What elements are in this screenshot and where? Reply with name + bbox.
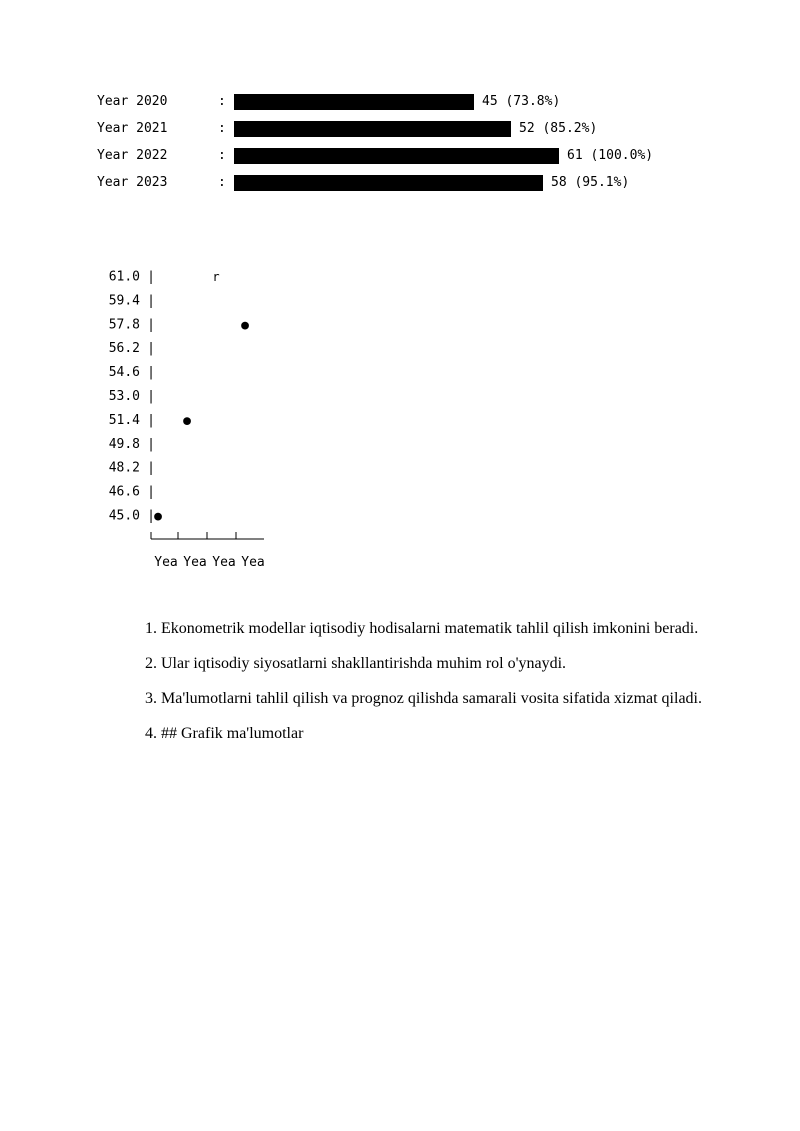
bar-value-label: 61 (100.0%) <box>567 148 654 163</box>
bar-label: Year 2021 <box>97 121 168 136</box>
bar-label: Year 2023 <box>97 175 168 190</box>
y-tick-label: 56.2 <box>108 341 140 357</box>
x-tick-label: Yea <box>154 555 178 570</box>
y-tick-label: 53.0 <box>108 389 140 404</box>
bar-colon: : <box>218 121 226 136</box>
y-axis-segment: | <box>147 341 155 357</box>
y-tick-label: 49.8 <box>108 436 140 452</box>
bar-label: Year 2022 <box>97 148 168 163</box>
y-axis-segment: | <box>147 365 155 381</box>
y-tick-label: 61.0 <box>108 269 140 285</box>
y-tick-label: 45.0 <box>108 508 140 524</box>
bar-row <box>97 92 757 110</box>
list-item: 2. Ular iqtisodiy siyosatlarni shakllantirishda muhim rol o'ynaydi. <box>145 655 567 672</box>
bar <box>234 121 511 137</box>
y-axis-segment: | <box>147 389 155 404</box>
bar-colon: : <box>218 148 226 163</box>
bar-value-label: 58 (95.1%) <box>551 175 630 190</box>
y-axis-segment: | <box>147 484 155 500</box>
data-point: ● <box>154 509 162 524</box>
y-axis-segment: | <box>147 269 155 285</box>
text-bar-chart <box>97 92 757 202</box>
bar <box>234 94 474 110</box>
y-tick-label: 57.8 <box>108 317 140 333</box>
y-tick-label: 59.4 <box>108 293 140 309</box>
y-tick-label: 46.6 <box>108 484 140 500</box>
list-item: 1. Ekonometrik modellar iqtisodiy hodisalarni matematik tahlil qilish imkonini beradi. <box>145 620 699 637</box>
y-tick-label: 54.6 <box>108 365 140 381</box>
x-tick-label: Yea <box>241 555 265 570</box>
x-tick-label: Yea <box>212 555 236 570</box>
y-tick-label: 51.4 <box>108 412 140 428</box>
y-axis-segment: | <box>147 436 155 452</box>
y-axis-segment: | <box>147 508 155 524</box>
list-item: 4. ## Grafik ma'lumotlar <box>145 725 304 742</box>
scatter-plot <box>100 258 300 578</box>
y-tick-label: 48.2 <box>108 460 140 476</box>
bar-label: Year 2020 <box>97 94 168 109</box>
y-axis-segment: | <box>147 412 155 428</box>
y-axis-segment: | <box>147 293 155 309</box>
data-point: r <box>212 270 220 284</box>
y-axis-segment: | <box>147 460 155 476</box>
bar-colon: : <box>218 94 226 109</box>
x-tick-label: Yea <box>183 555 207 570</box>
numbered-list <box>145 620 702 760</box>
bar-row <box>97 119 757 137</box>
y-axis-segment: | <box>147 317 155 333</box>
bar-value-label: 52 (85.2%) <box>519 121 598 136</box>
bar-value-label: 45 (73.8%) <box>482 94 561 109</box>
bar <box>234 175 543 191</box>
bar <box>234 148 559 164</box>
data-point: ● <box>241 317 249 333</box>
data-point: ● <box>183 413 191 429</box>
list-item: 3. Ma'lumotlarni tahlil qilish va prognoz qilishda samarali vosita sifatida xizmat qiladi. <box>145 690 702 707</box>
bar-row <box>97 173 757 191</box>
bar-row <box>97 146 757 164</box>
bar-colon: : <box>218 175 226 190</box>
